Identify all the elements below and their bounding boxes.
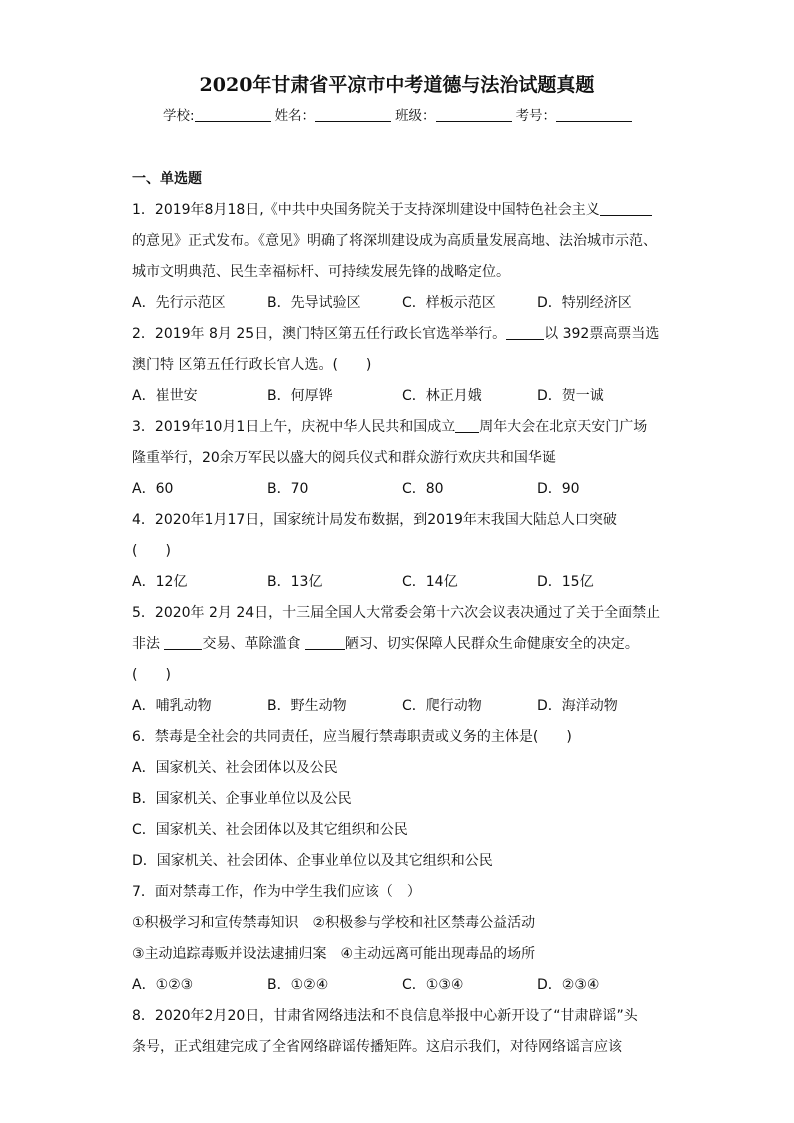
question-3-option-a[interactable]: A．60	[132, 481, 174, 497]
question-5-blank-2	[305, 633, 345, 650]
question-6-option-b[interactable]: B．国家机关、企事业单位以及公民	[132, 791, 352, 807]
question-8-line-2: 条号，正式组建完成了全省网络辟谣传播矩阵。这启示我们，对待网络谣言应该	[132, 1039, 622, 1055]
question-5-option-a[interactable]: A．哺乳动物	[132, 698, 212, 714]
question-2-line-2: 澳门特 区第五任行政长官人选。( )	[132, 357, 372, 373]
question-2-option-a[interactable]: A．崔世安	[132, 388, 198, 404]
student-info-row	[163, 104, 636, 124]
question-5-option-c[interactable]: C．爬行动物	[402, 698, 482, 714]
question-5-line-2	[132, 629, 672, 660]
question-4-option-b[interactable]: B．13亿	[267, 574, 323, 590]
section-heading: 一、单选题	[132, 171, 202, 187]
question-5-option-d[interactable]: D．海洋动物	[537, 698, 618, 714]
question-4-option-d[interactable]: D．15亿	[537, 574, 594, 590]
question-6-option-c[interactable]: C．国家机关、社会团体以及其它组织和公民	[132, 822, 408, 838]
question-1-option-a[interactable]: A．先行示范区	[132, 295, 226, 311]
name-blank[interactable]	[315, 109, 391, 122]
question-1-option-c[interactable]: C．样板示范区	[402, 295, 496, 311]
question-4-line-2: ( )	[132, 543, 171, 559]
question-7-line-3: ③主动追踪毒贩并设法逮捕归案 ④主动远离可能出现毒品的场所	[132, 946, 536, 962]
question-1-blank	[600, 199, 652, 216]
question-6-option-a[interactable]: A．国家机关、社会团体以及公民	[132, 760, 338, 776]
question-3-option-c[interactable]: C．80	[402, 481, 444, 497]
question-2-text-b: 以 392票高票当选	[544, 326, 660, 342]
question-8-line-1: 8．2020年2月20日，甘肃省网络违法和不良信息举报中心新开设了“甘肃辟谣”头	[132, 1008, 638, 1024]
question-1-option-b[interactable]: B．先导试验区	[267, 295, 361, 311]
question-3-options	[132, 474, 672, 505]
question-5-text-c: 陋习、切实保障人民群众生命健康安全的决定。	[344, 636, 639, 652]
exam-number-blank[interactable]	[556, 109, 632, 122]
question-7-line-1: 7．面对禁毒工作，作为中学生我们应该（ ）	[132, 884, 421, 900]
question-4-line-1: 4．2020年1月17日，国家统计局发布数据，到2019年末我国大陆总人口突破	[132, 512, 617, 528]
question-3-text-a: 3．2019年10月1日上午，庆祝中华人民共和国成立	[132, 419, 456, 435]
question-2-text-a: 2．2019年 8月 25日，澳门特区第五任行政长官选举举行。	[132, 326, 507, 342]
question-7-option-d[interactable]: D．②③④	[537, 977, 600, 993]
question-3-line-2: 隆重举行，20余万军民以盛大的阅兵仪式和群众游行欢庆共和国华诞	[132, 450, 556, 466]
question-2-line-1	[132, 319, 672, 350]
school-blank[interactable]	[195, 109, 271, 122]
question-1-line-3: 城市文明典范、民生幸福标杆、可持续发展先锋的战略定位。	[132, 264, 510, 280]
question-5-blank-1	[164, 633, 202, 650]
question-2-option-b[interactable]: B．何厚铧	[267, 388, 333, 404]
question-4-options	[132, 567, 672, 598]
question-6-line-1: 6．禁毒是全社会的共同责任，应当履行禁毒职责或义务的主体是( )	[132, 729, 572, 745]
question-7-line-2: ①积极学习和宣传禁毒知识 ②积极参与学校和社区禁毒公益活动	[132, 915, 536, 931]
question-1-option-d[interactable]: D．特别经济区	[537, 295, 632, 311]
question-3-option-d[interactable]: D．90	[537, 481, 580, 497]
question-4-option-a[interactable]: A．12亿	[132, 574, 188, 590]
question-2-option-c[interactable]: C．林正月娥	[402, 388, 482, 404]
exam-number-label: 考号：	[515, 108, 557, 124]
question-list	[132, 164, 672, 1063]
question-3-text-b: 周年大会在北京天安门广场	[479, 419, 648, 435]
school-label: 学校:	[163, 108, 195, 124]
question-5-text-b: 交易、革除滥食	[202, 636, 301, 652]
question-1-line-2: 的意见》正式发布。《意见》明确了将深圳建设成为高质量发展高地、法治城市示范、	[132, 233, 657, 249]
question-3-line-1	[132, 412, 672, 443]
name-label: 姓名：	[274, 108, 316, 124]
question-2-option-d[interactable]: D．贺一诚	[537, 388, 604, 404]
question-4-option-c[interactable]: C．14亿	[402, 574, 458, 590]
question-5-line-3: ( )	[132, 667, 171, 683]
question-7-options	[132, 970, 672, 1001]
question-3-blank	[455, 416, 479, 433]
question-3-option-b[interactable]: B．70	[267, 481, 309, 497]
question-7-option-b[interactable]: B．①②④	[267, 977, 329, 993]
question-7-option-c[interactable]: C．①③④	[402, 977, 464, 993]
question-2-blank	[506, 323, 544, 340]
class-label: 班级：	[395, 108, 436, 124]
question-5-text-a: 非法	[132, 636, 160, 652]
question-1-line-1	[132, 195, 672, 226]
question-1-options	[132, 288, 672, 319]
question-1-text-a: 1．2019年8月18日,《中共中央国务院关于支持深圳建设中国特色社会主义	[132, 202, 600, 218]
question-5-options	[132, 691, 672, 722]
class-blank[interactable]	[436, 109, 512, 122]
question-5-option-b[interactable]: B．野生动物	[267, 698, 347, 714]
question-7-option-a[interactable]: A．①②③	[132, 977, 194, 993]
question-2-options	[132, 381, 672, 412]
question-6-option-d[interactable]: D．国家机关、社会团体、企事业单位以及其它组织和公民	[132, 853, 493, 869]
page-title: 2020年甘肃省平凉市中考道德与法治试题真题	[199, 74, 595, 96]
question-5-line-1: 5．2020年 2月 24日，十三届全国人大常委会第十六次会议表决通过了关于全面禁止	[132, 605, 661, 621]
